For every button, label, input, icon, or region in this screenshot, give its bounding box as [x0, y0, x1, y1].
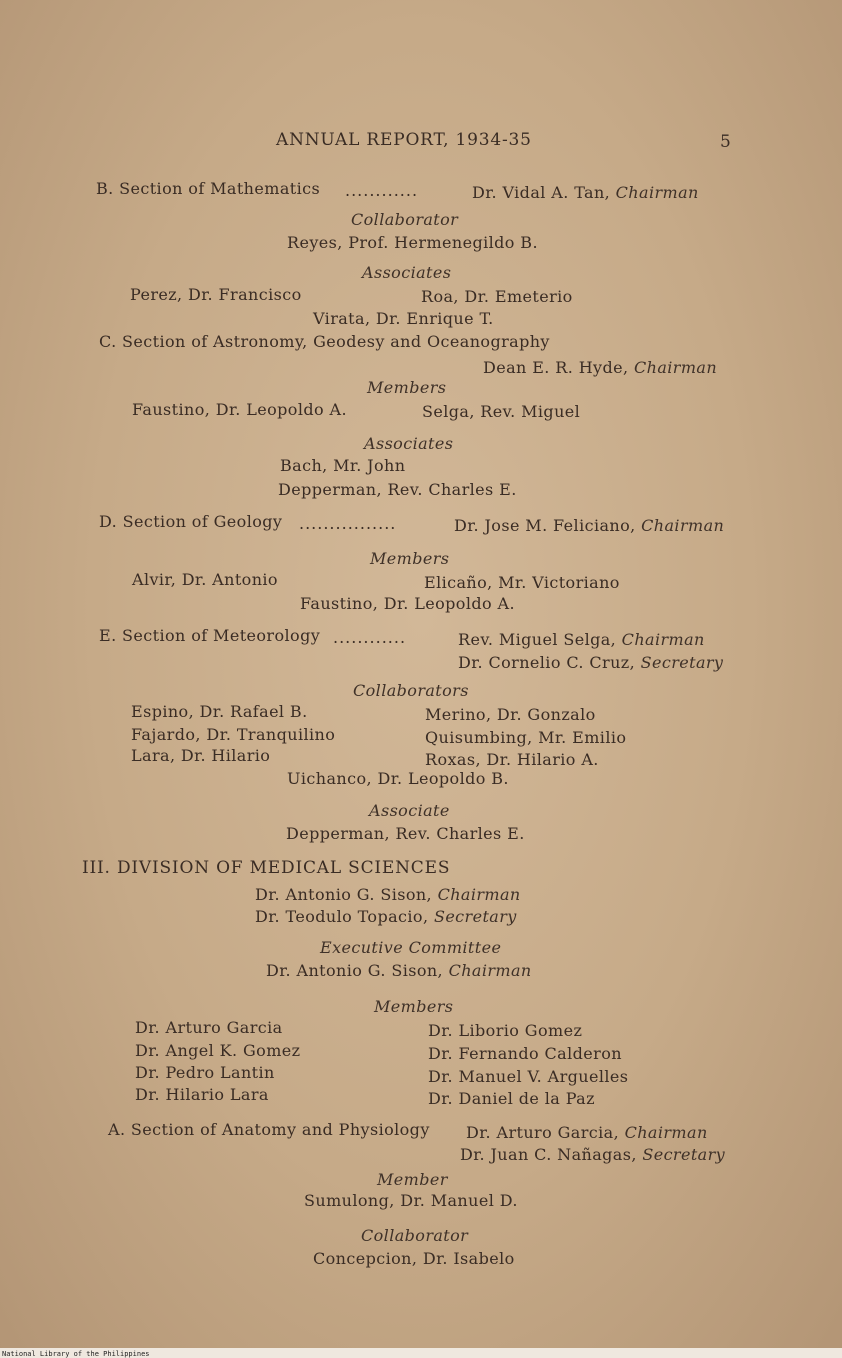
section-c-associate: Depperman, Rev. Charles E.	[278, 480, 517, 499]
division-iii-member: Dr. Fernando Calderon	[428, 1044, 622, 1063]
division-iii-member: Dr. Pedro Lantin	[135, 1063, 275, 1082]
section-b-leader-dots: ............	[345, 181, 419, 200]
section-e-secretary	[458, 653, 723, 672]
section-e-associate: Depperman, Rev. Charles E.	[286, 824, 525, 843]
division-iii-member: Dr. Angel K. Gomez	[135, 1041, 301, 1060]
section-b-associates-heading: Associates	[362, 263, 452, 282]
division-iii-member: Dr. Hilario Lara	[135, 1085, 269, 1104]
executive-committee-chair-name: Dr. Antonio G. Sison,	[266, 961, 444, 980]
section-a-secretary-name: Dr. Juan C. Nañagas,	[460, 1145, 637, 1164]
section-a-collaborator: Concepcion, Dr. Isabelo	[313, 1249, 515, 1268]
section-e-collaborator: Merino, Dr. Gonzalo	[425, 705, 596, 724]
section-e-title: E. Section of Meteorology	[99, 626, 321, 645]
executive-committee-chair-role: Chairman	[448, 961, 532, 980]
division-iii-secretary-name: Dr. Teodulo Topacio,	[255, 907, 429, 926]
division-iii-member: Dr. Liborio Gomez	[428, 1021, 583, 1040]
section-c-chair-role: Chairman	[634, 358, 718, 377]
division-iii-member: Dr. Manuel V. Arguelles	[428, 1067, 629, 1086]
section-e-collaborator: Lara, Dr. Hilario	[131, 746, 271, 765]
section-c-title: C. Section of Astronomy, Geodesy and Oceanography	[99, 332, 550, 351]
running-title: ANNUAL REPORT, 1934-35	[276, 130, 532, 150]
section-b-title: B. Section of Mathematics	[96, 179, 321, 198]
division-iii-secretary	[255, 907, 517, 926]
section-a-secretary	[460, 1145, 725, 1164]
section-c-associates-heading: Associates	[364, 434, 454, 453]
section-b-chair	[472, 183, 699, 202]
section-d-member: Elicaño, Mr. Victoriano	[424, 573, 620, 592]
division-iii-chair	[255, 885, 521, 904]
section-d-member: Faustino, Dr. Leopoldo A.	[300, 594, 515, 613]
section-e-chair-name: Rev. Miguel Selga,	[458, 630, 617, 649]
division-iii-members-heading: Members	[374, 997, 454, 1016]
section-a-member: Sumulong, Dr. Manuel D.	[304, 1191, 518, 1210]
section-e-collaborator: Quisumbing, Mr. Emilio	[425, 728, 627, 747]
section-a-title: A. Section of Anatomy and Physiology	[108, 1120, 430, 1139]
section-e-chair-role: Chairman	[621, 630, 705, 649]
section-a-member-heading: Member	[377, 1170, 448, 1189]
division-iii-title: III. DIVISION OF MEDICAL SCIENCES	[82, 858, 451, 878]
section-d-title: D. Section of Geology	[99, 512, 283, 531]
section-a-chair	[466, 1123, 708, 1142]
section-b-associate: Roa, Dr. Emeterio	[421, 287, 573, 306]
division-iii-member: Dr. Arturo Garcia	[135, 1018, 283, 1037]
section-c-member: Faustino, Dr. Leopoldo A.	[132, 400, 347, 419]
section-c-chair-name: Dean E. R. Hyde,	[483, 358, 629, 377]
section-a-secretary-role: Secretary	[642, 1145, 726, 1164]
section-e-associate-heading: Associate	[369, 801, 450, 820]
section-e-chair	[458, 630, 705, 649]
section-b-chair-role: Chairman	[615, 183, 699, 202]
section-c-member: Selga, Rev. Miguel	[422, 402, 581, 421]
section-a-chair-name: Dr. Arturo Garcia,	[466, 1123, 620, 1142]
section-d-chair-role: Chairman	[641, 516, 725, 535]
section-b-associate: Virata, Dr. Enrique T.	[313, 309, 494, 328]
executive-committee-heading: Executive Committee	[320, 938, 502, 957]
section-e-secretary-name: Dr. Cornelio C. Cruz,	[458, 653, 636, 672]
section-e-collaborator: Roxas, Dr. Hilario A.	[425, 750, 599, 769]
section-b-associate: Perez, Dr. Francisco	[130, 285, 302, 304]
section-d-members-heading: Members	[370, 549, 450, 568]
section-e-collaborators-heading: Collaborators	[353, 681, 469, 700]
section-e-collaborator: Uichanco, Dr. Leopoldo B.	[287, 769, 509, 788]
section-c-chair	[483, 358, 717, 377]
section-e-collaborator: Fajardo, Dr. Tranquilino	[131, 725, 336, 744]
executive-committee-chair	[266, 961, 532, 980]
page-number: 5	[720, 132, 732, 152]
division-iii-chair-name: Dr. Antonio G. Sison,	[255, 885, 433, 904]
section-d-member: Alvir, Dr. Antonio	[132, 570, 278, 589]
division-iii-secretary-role: Secretary	[433, 907, 517, 926]
section-e-collaborator: Espino, Dr. Rafael B.	[131, 702, 308, 721]
section-d-chair-name: Dr. Jose M. Feliciano,	[454, 516, 636, 535]
section-c-associate: Bach, Mr. John	[280, 456, 406, 475]
section-d-leader-dots: ................	[299, 514, 397, 533]
section-e-leader-dots: ............	[333, 628, 407, 647]
division-iii-member: Dr. Daniel de la Paz	[428, 1089, 595, 1108]
section-e-secretary-role: Secretary	[640, 653, 724, 672]
section-c-members-heading: Members	[367, 378, 447, 397]
section-b-collaborator-heading: Collaborator	[351, 210, 459, 229]
scan-credit: National Library of the Philippines	[2, 1350, 150, 1358]
section-a-collaborator-heading: Collaborator	[361, 1226, 469, 1245]
section-a-chair-role: Chairman	[624, 1123, 708, 1142]
section-d-chair	[454, 516, 724, 535]
division-iii-chair-role: Chairman	[437, 885, 521, 904]
section-b-chair-name: Dr. Vidal A. Tan,	[472, 183, 611, 202]
section-b-collaborator: Reyes, Prof. Hermenegildo B.	[287, 233, 538, 252]
